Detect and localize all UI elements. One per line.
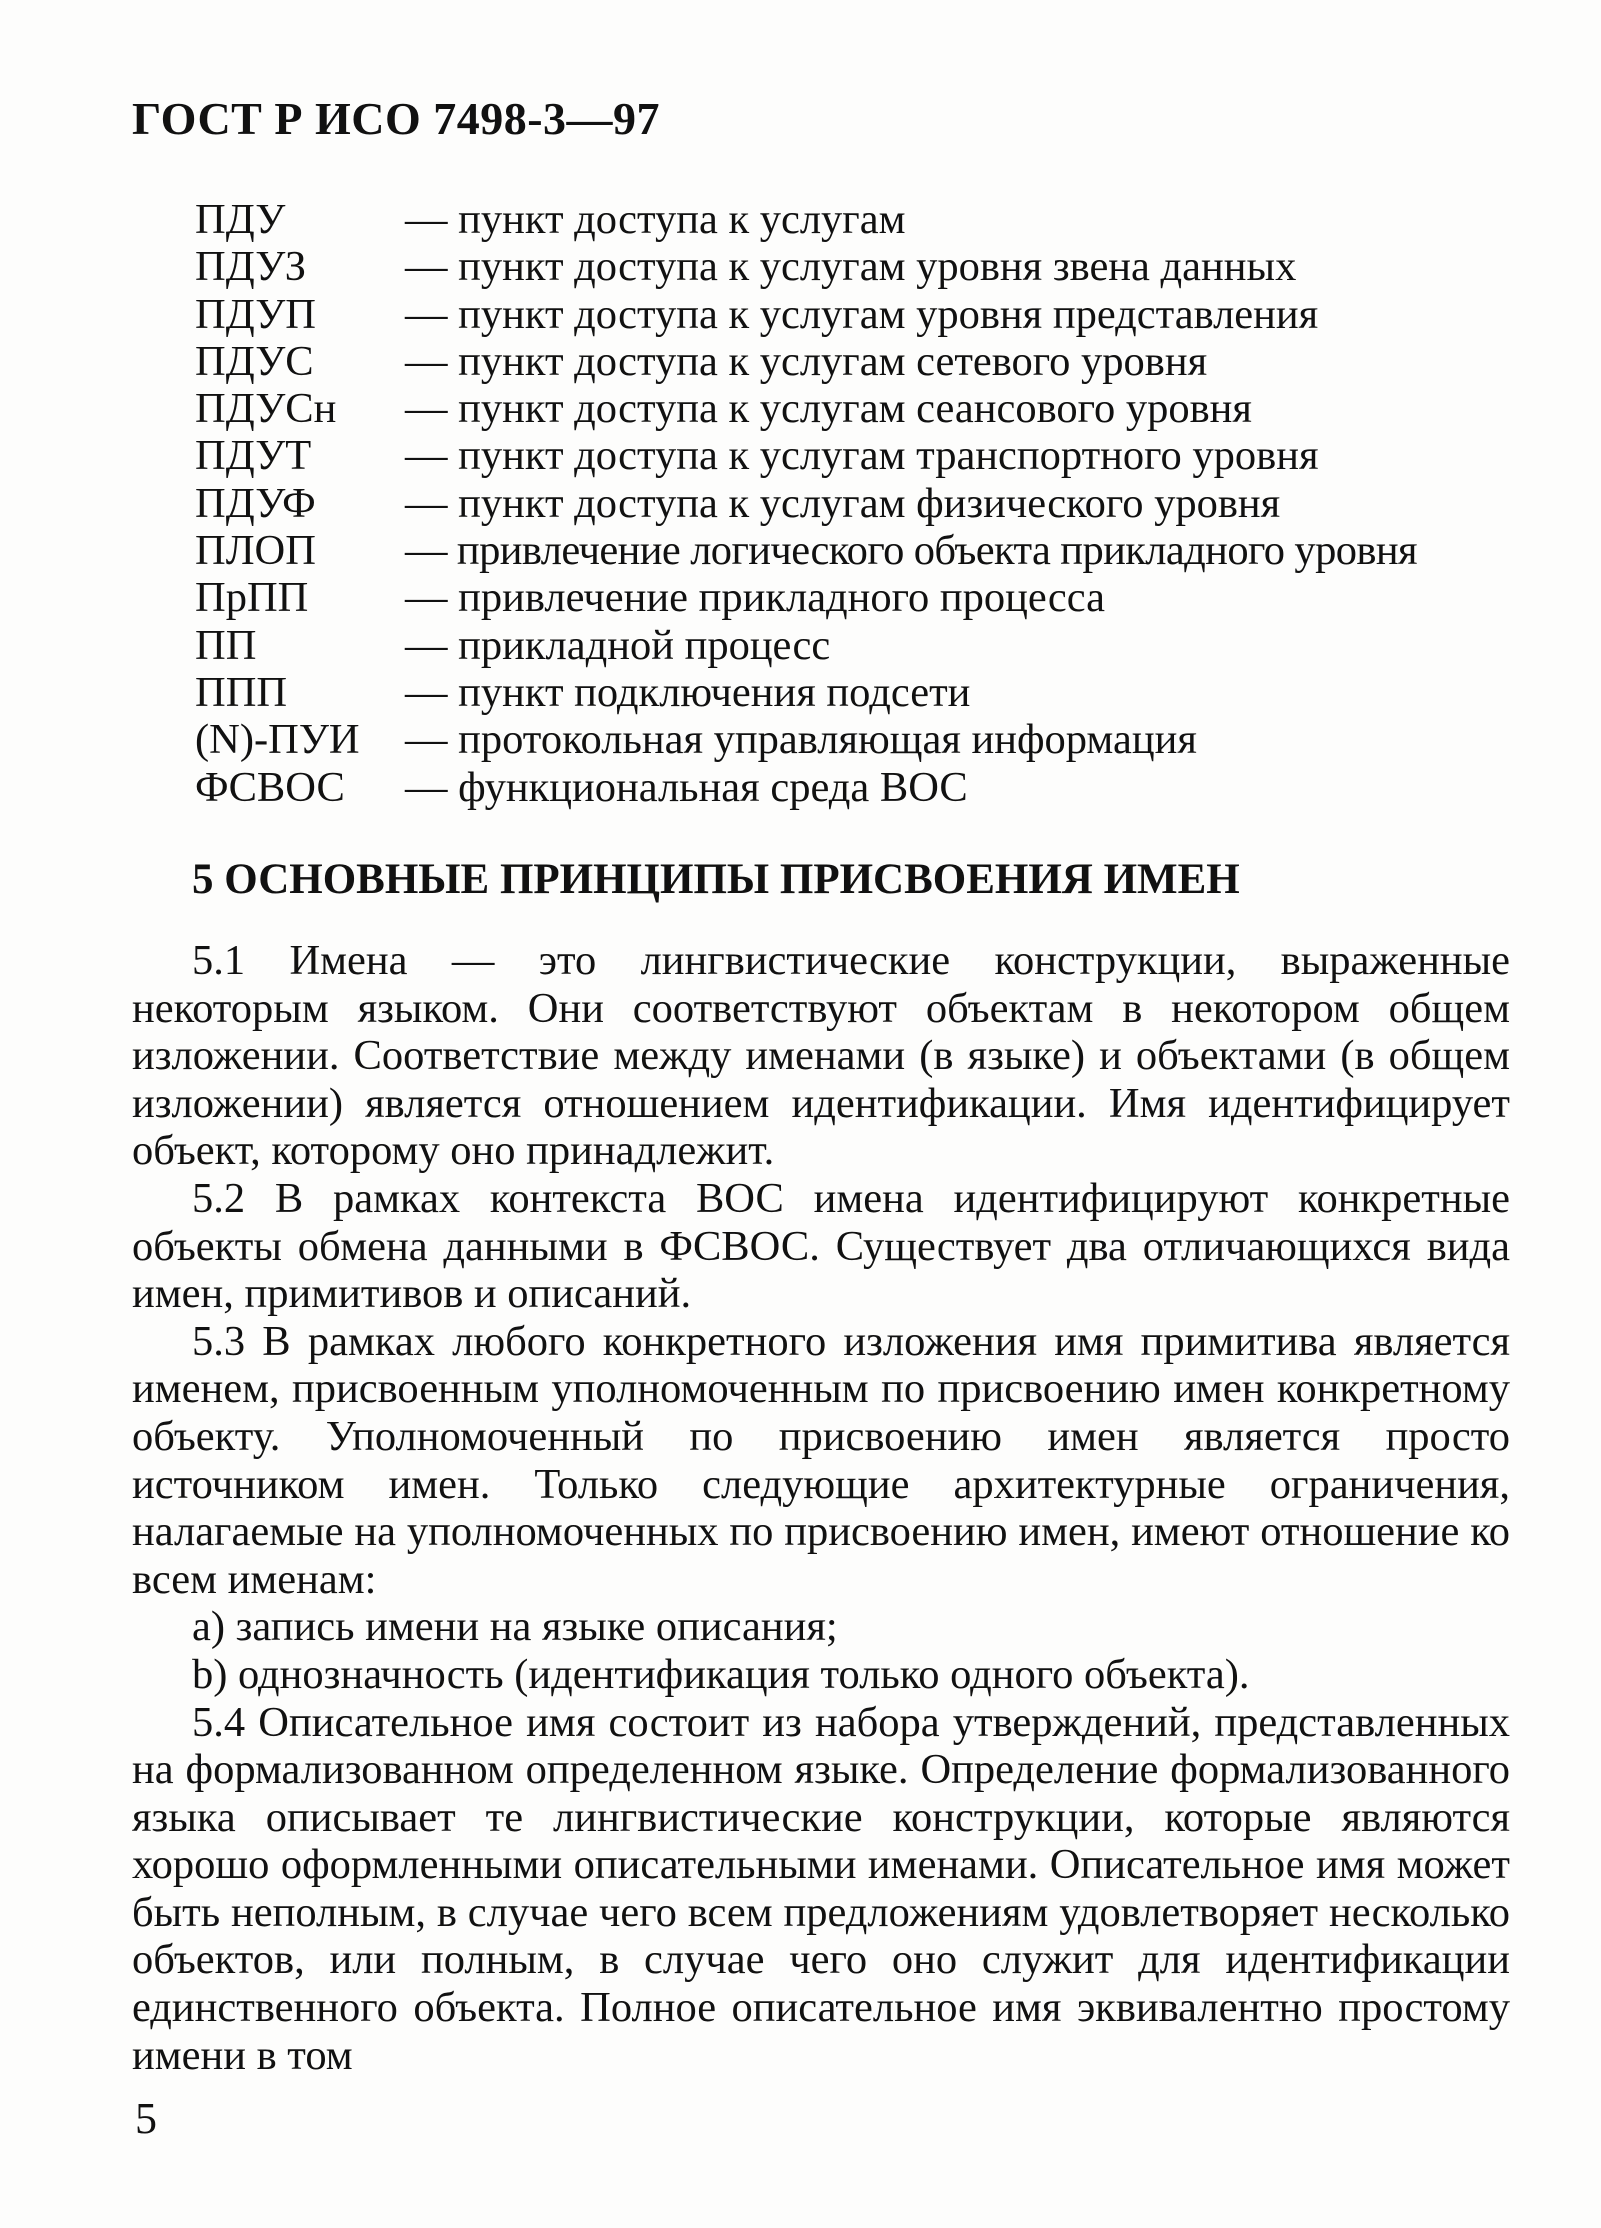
- abbreviation-term: ПДУ: [195, 196, 286, 243]
- abbreviation-definition: — пункт подключения подсети: [405, 668, 971, 716]
- abbreviation-row: [195, 432, 1525, 479]
- abbreviation-term: ФСВОС: [195, 763, 345, 811]
- abbreviation-definition: — протокольная управляющая информация: [405, 716, 1197, 764]
- abbreviation-row: [195, 622, 1525, 669]
- abbreviation-row: [195, 196, 1525, 243]
- abbreviation-definition: — пункт доступа к услугам уровня звена данных: [405, 243, 1297, 291]
- document-header: ГОСТ Р ИСО 7498-3—97: [132, 93, 661, 144]
- abbreviation-row: [195, 338, 1525, 385]
- abbreviation-term: (N)-ПУИ: [195, 716, 360, 764]
- page-number: 5: [135, 2094, 157, 2143]
- abbreviation-definition: — прикладной процесс: [405, 621, 831, 669]
- abbreviation-term: ППП: [195, 668, 288, 716]
- abbreviation-row: [195, 291, 1525, 338]
- abbreviation-list: [195, 196, 1525, 811]
- abbreviation-row: [195, 669, 1525, 716]
- paragraph-5-2: 5.2 В рамках контекста ВОС имена идентифицируют конкретные объекты обмена данными в ФСВОС. Существует два отличающихся вида имен, примитивов и описаний.: [132, 1174, 1510, 1318]
- abbreviation-definition: — привлечение прикладного процесса: [405, 574, 1105, 622]
- list-item-a: а) запись имени на языке описания;: [192, 1603, 838, 1651]
- paragraph-5-4: 5.4 Описательное имя состоит из набора утверждений, представленных на формализованном определенном языке. Определение формализованного языка описывает те лингвистические конструкции, которые являются хорошо оформленными описательными именами. Описательное имя может быть неполным, в случае чего всем предложениям удовлетворяет несколько объектов, или полным, в случае чего оно служит для идентификации единственного объекта. Полное описательное имя эквивалентно простому имени в том: [132, 1698, 1510, 2079]
- abbreviation-definition: — пункт доступа к услугам сетевого уровня: [405, 337, 1208, 385]
- abbreviation-definition: — пункт доступа к услугам: [405, 196, 906, 243]
- abbreviation-term: ПДУФ: [195, 479, 316, 527]
- section-title: 5 ОСНОВНЫЕ ПРИНЦИПЫ ПРИСВОЕНИЯ ИМЕН: [192, 856, 1240, 903]
- abbreviation-term: ПДУЗ: [195, 243, 307, 291]
- abbreviation-row: [195, 243, 1525, 290]
- abbreviation-row: [195, 480, 1525, 527]
- abbreviation-row: [195, 385, 1525, 432]
- abbreviation-term: ПДУС: [195, 337, 314, 385]
- paragraph-5-1: 5.1 Имена — это лингвистические конструкции, выраженные некоторым языком. Они соответствуют объектам в некотором общем изложении. Соответствие между именами (в языке) и объектами (в общем изложении) является отношением идентификации. Имя идентифицирует объект, которому оно принадлежит.: [132, 937, 1510, 1175]
- abbreviation-row: [195, 716, 1525, 763]
- abbreviation-row: [195, 527, 1525, 574]
- abbreviation-term: ПЛОП: [195, 527, 316, 575]
- section-body: [132, 937, 1510, 2079]
- abbreviation-row: [195, 574, 1525, 621]
- list-item-b: b) однозначность (идентификация только одного объекта).: [192, 1650, 1250, 1698]
- abbreviation-term: ПДУСн: [195, 385, 337, 433]
- abbreviation-row: [195, 764, 1525, 811]
- abbreviation-term: ПДУП: [195, 290, 316, 338]
- abbreviation-term: ПДУТ: [195, 432, 312, 480]
- abbreviation-definition: — пункт доступа к услугам уровня представления: [405, 290, 1319, 338]
- abbreviation-term: ПрПП: [195, 574, 309, 622]
- abbreviation-definition: — функциональная среда ВОС: [405, 763, 968, 811]
- abbreviation-definition: — пункт доступа к услугам транспортного уровня: [405, 432, 1319, 480]
- abbreviation-definition: — пункт доступа к услугам сеансового уровня: [405, 385, 1252, 433]
- abbreviation-definition: — пункт доступа к услугам физического уровня: [405, 479, 1281, 527]
- abbreviation-definition: — привлечение логического объекта прикладного уровня: [405, 527, 1417, 575]
- paragraph-5-3: 5.3 В рамках любого конкретного изложения имя примитива является именем, присвоенным уполномоченным по присвоению имен конкретному объекту. Уполномоченный по присвоению имен является просто источником имен. Только следующие архитектурные ограничения, налагаемые на уполномоченных по присвоению имен, имеют отношение ко всем именам:: [132, 1317, 1510, 1603]
- abbreviation-term: ПП: [195, 621, 257, 669]
